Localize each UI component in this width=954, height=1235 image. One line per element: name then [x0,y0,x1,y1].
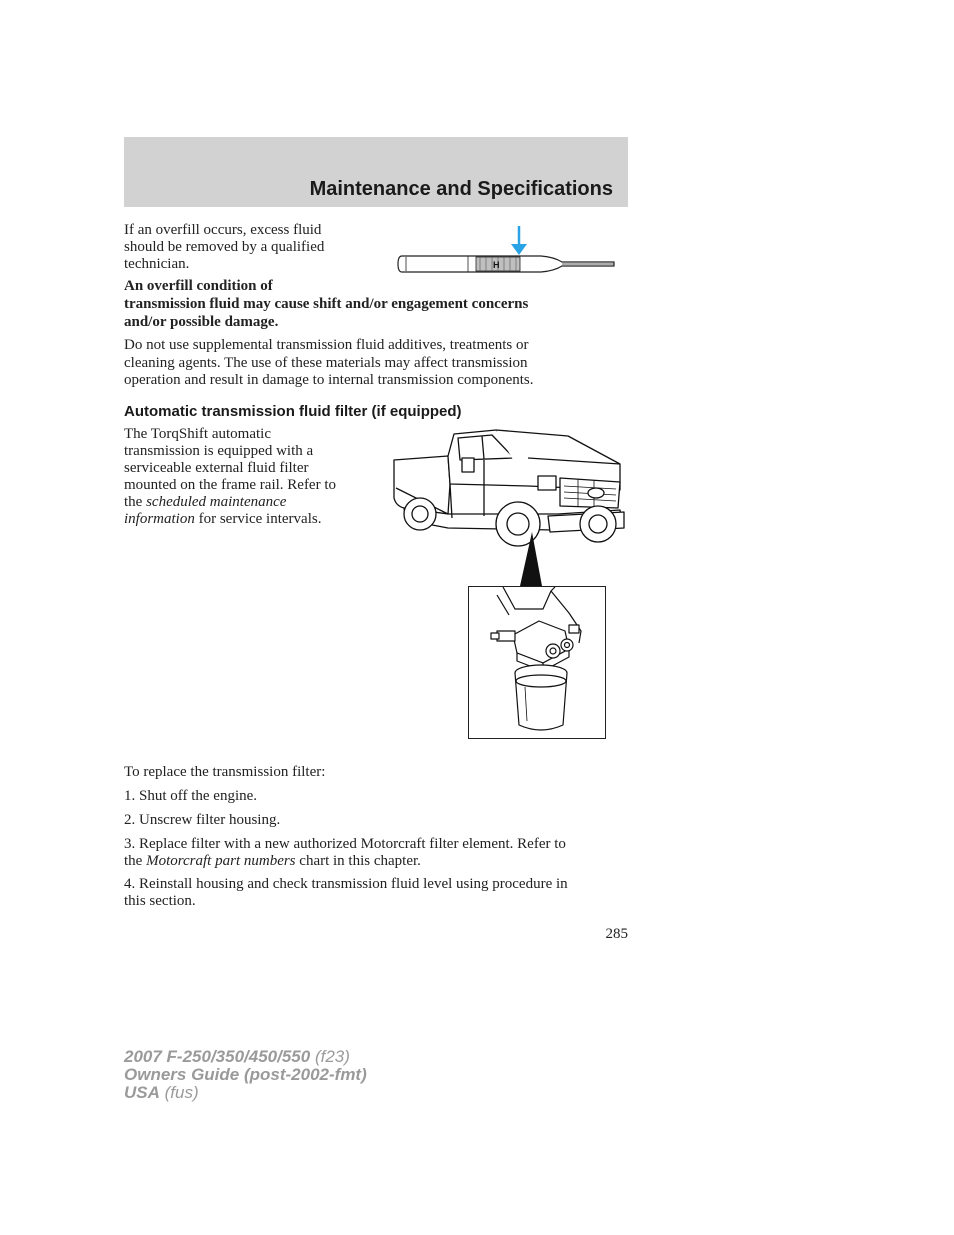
overfill-warning [124,277,624,331]
text-line: operation and result in damage to internal transmission components. [124,372,534,388]
section-header [124,137,628,207]
text-line: this section. [124,893,196,909]
text-line: serviceable external fluid filter [124,460,309,476]
dipstick-illustration [396,224,618,276]
truck-illustration [388,428,628,588]
text-line: Do not use supplemental transmission fluid additives, treatments or [124,337,529,353]
step-4 [124,876,628,910]
filter-illustration [469,587,605,738]
document-footer [124,1048,367,1102]
text-line: transmission fluid may cause shift and/or engagement concerns [124,296,529,312]
steps-intro: To replace the transmission filter: [124,764,326,780]
text-line: 3. Replace filter with a new authorized Motorcraft filter element. Refer to [124,836,566,852]
text-line: An overfill condition of [124,278,273,294]
arrow-head [511,244,527,255]
text-line: the Motorcraft part numbers chart in this chapter. [124,853,421,869]
overfill-intro [124,222,364,273]
page-number: 285 [605,926,628,942]
dipstick-mark-label: H [493,260,500,270]
section-title: Maintenance and Specifications [309,178,613,200]
text-line: The TorqShift automatic [124,426,271,442]
footer-line: 2007 F-250/350/450/550 (f23) [124,1047,350,1066]
footer-line: Owners Guide (post-2002-fmt) [124,1065,367,1084]
information-link-text: information [124,511,195,527]
step-2: 2. Unscrew filter housing. [124,812,281,828]
scheduled-maintenance-link-text: scheduled maintenance [146,494,287,510]
motorcraft-part-numbers-link-text: Motorcraft part numbers [146,853,296,869]
footer-line: USA (fus) [124,1083,199,1102]
step-1: 1. Shut off the engine. [124,788,258,804]
text-line: information for service intervals. [124,511,322,527]
additives-paragraph [124,337,624,390]
filter-section-heading: Automatic transmission fluid filter (if equipped) [124,403,462,420]
text-line: should be removed by a qualified [124,239,325,255]
text-line: the scheduled maintenance [124,494,287,510]
text-line: 4. Reinstall housing and check transmission fluid level using procedure in [124,876,568,892]
text-line: mounted on the frame rail. Refer to [124,477,337,493]
text-line: technician. [124,256,190,272]
text-line: and/or possible damage. [124,314,279,330]
text-line: cleaning agents. The use of these materials may affect transmission [124,354,528,371]
step-3 [124,836,628,870]
text-line: If an overfill occurs, excess fluid [124,222,322,238]
filter-detail-box [468,586,606,739]
text-line: transmission is equipped with a [124,443,314,459]
filter-section-body [124,426,374,528]
